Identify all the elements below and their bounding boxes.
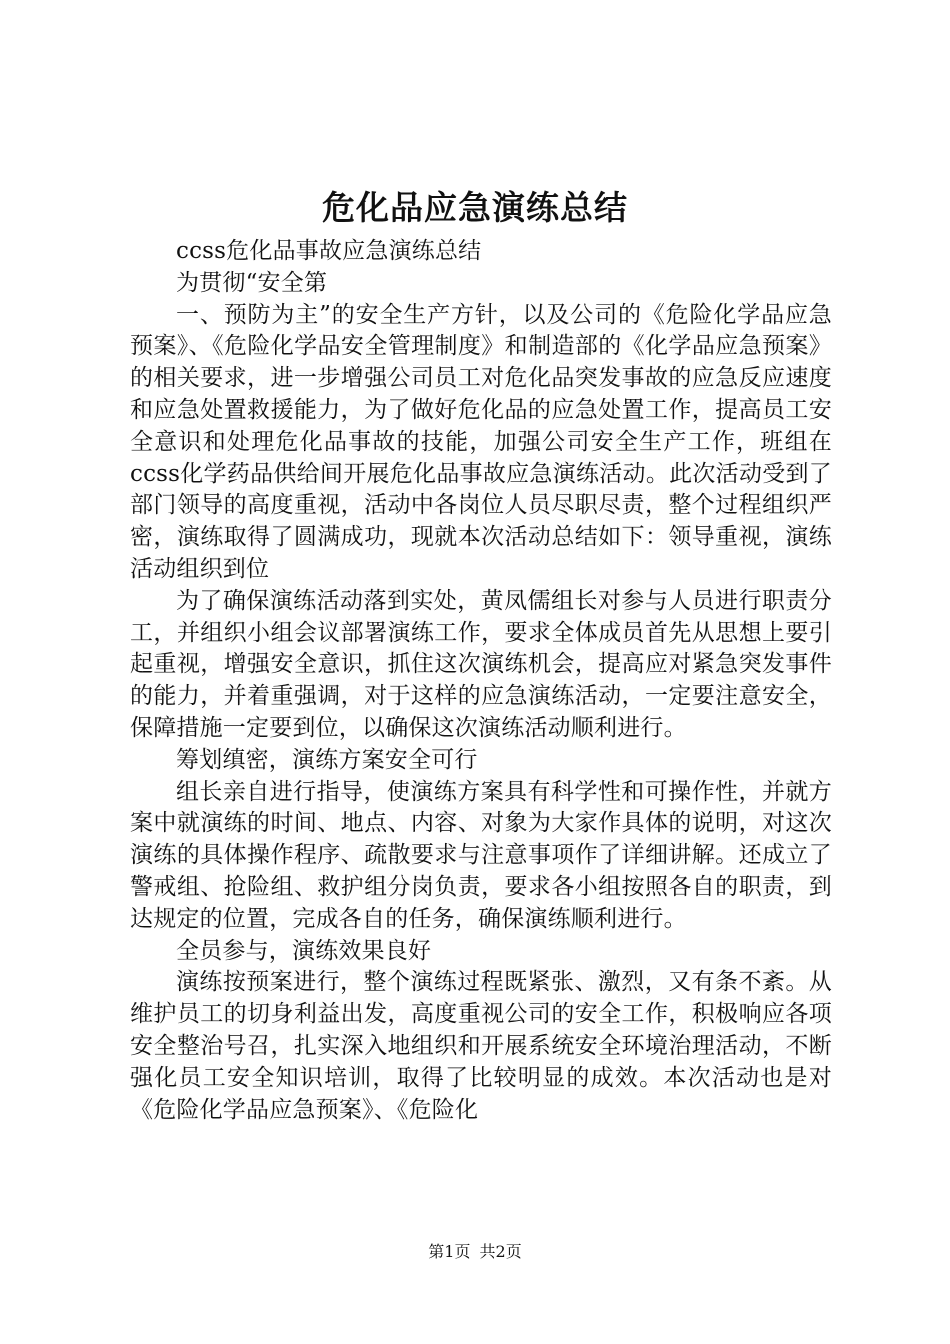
- paragraph: 组长亲自进行指导，使演练方案具有科学性和可操作性，并就方案中就演练的时间、地点、内容、对象为大家作具体的说明，对这次演练的具体操作程序、疏散要求与注意事项作了详细讲解。还成立了警戒组、抢险组、救护组分岗负责，要求各小组按照各自的职责，到达规定的位置，完成各自的任务，确保演练顺利进行。: [130, 778, 832, 932]
- paragraph-subtitle: ccss危化品事故应急演练总结: [176, 238, 482, 264]
- paragraph: 演练按预案进行，整个演练过程既紧张、激烈，又有条不紊。从维护员工的切身利益出发，高度重视公司的安全工作，积极响应各项安全整治号召，扎实深入地组织和开展系统安全环境治理活动，不断强化员工安全知识培训，取得了比较明显的成效。本次活动也是对《危险化学品应急预案》、《危险化: [130, 969, 832, 1123]
- document-title: 危化品应急演练总结: [322, 188, 628, 227]
- paragraph: 一、预防为主”的安全生产方针，以及公司的《危险化学品应急预案》、《危险化学品安全管理制度》和制造部的《化学品应急预案》的相关要求，进一步增强公司员工对危化品突发事故的应急反应速度和应急处置救援能力，为了做好危化品的应急处置工作，提高员工安全意识和处理危化品事故的技能，加强公司安全生产工作，班组在ccss化学药品供给间开展危化品事故应急演练活动。此次活动受到了部门领导的高度重视，活动中各岗位人员尽职尽责，整个过程组织严密，演练取得了圆满成功，现就本次活动总结如下：领导重视，演练活动组织到位: [130, 301, 832, 582]
- section-heading: 筹划缜密，演练方案安全可行: [176, 746, 478, 773]
- page-footer: [0, 1240, 950, 1264]
- section-heading: 全员参与，演练效果良好: [176, 937, 432, 964]
- paragraph: 为了确保演练活动落到实处，黄凤儒组长对参与人员进行职责分工，并组织小组会议部署演练工作，要求全体成员首先从思想上要引起重视，增强安全意识，抓住这次演练机会，提高应对紧急突发事件的能力，并着重强调，对于这样的应急演练活动，一定要注意安全，保障措施一定要到位，以确保这次演练活动顺利进行。: [130, 587, 832, 741]
- page-total: 共2页: [479, 1242, 522, 1261]
- paragraph: 为贯彻“安全第: [176, 269, 328, 296]
- page-number: 第1页: [428, 1242, 471, 1261]
- document-body: [130, 236, 832, 1126]
